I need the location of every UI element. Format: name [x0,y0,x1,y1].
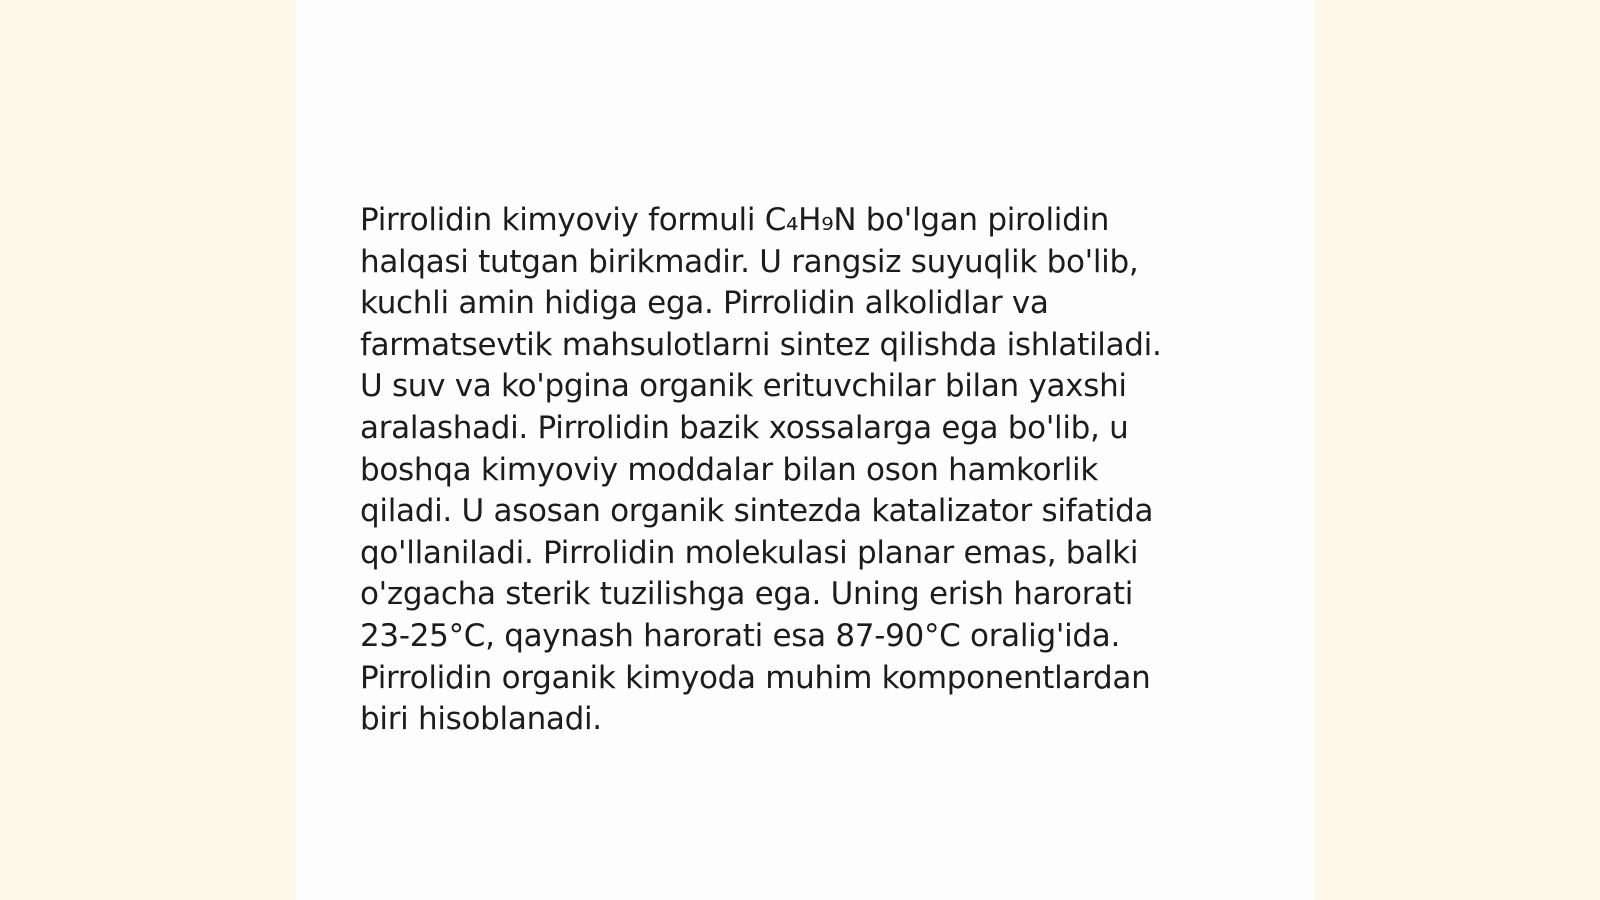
document-page [296,0,1314,900]
body-paragraph: Pirrolidin kimyoviy formuli C₄H₉N bo'lgan pirolidin halqasi tutgan birikmadir. U rangsiz suyuqlik bo'lib, kuchli amin hidiga ega. Pirrolidin alkolidlar va farmatsevtik mahsulotlarni sintez qilishda ishlatiladi. U suv va ko'pgina organik erituvchilar bilan yaxshi aralashadi. Pirrolidin bazik xossalarga ega bo'lib, u boshqa kimyoviy moddalar bilan oson hamkorlik qiladi. U asosan organik sintezda katalizator sifatida qo'llaniladi. Pirrolidin molekulasi planar emas, balki o'zgacha sterik tuzilishga ega. Uning erish harorati 23-25°C, qaynash harorati esa 87-90°C oralig'ida. Pirrolidin organik kimyoda muhim komponentlardan biri hisoblanadi. [360,202,1162,738]
